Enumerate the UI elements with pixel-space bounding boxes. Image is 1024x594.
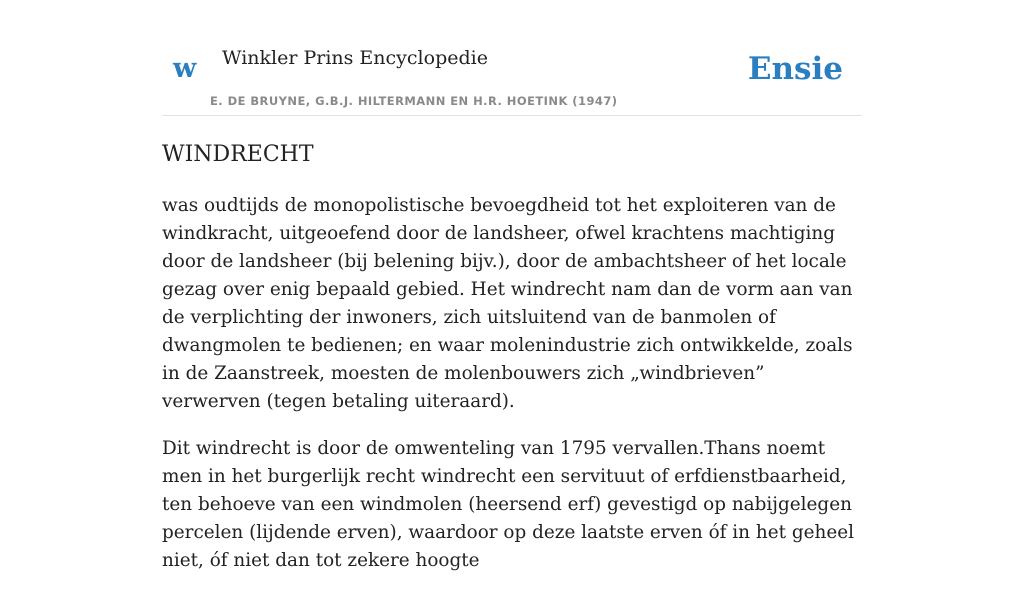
source-header [162,0,862,116]
ensie-logo[interactable]: Ensie [747,51,843,87]
source-logo-icon[interactable]: w [173,53,197,84]
encyclopedia-page [162,0,862,571]
article-body [162,192,862,594]
article-paragraph: was oudtijds de monopolistische bevoegdheid tot het exploiteren van de windkracht, uitgeoefend door de landsheer, ofwel krachtens machtiging door de landsheer (bij belening bijv.), door de ambachtsheer of het locale gezag over enig bepaald gebied. Het windrecht nam dan de vorm aan van de verplichting der inwoners, zich uitsluitend van de banmolen of dwangmolen te bedienen; en waar molenindustrie zich ontwikkelde, zoals in de Zaanstreek, moesten de molenbouwers zich „windbrieven” verwerven (tegen betaling uiteraard). [162,195,853,412]
source-title[interactable]: Winkler Prins Encyclopedie [222,47,488,69]
article-headword: WINDRECHT [162,142,314,167]
source-authors: E. DE BRUYNE, G.B.J. HILTERMANN EN H.R. HOETINK (1947) [210,94,618,108]
article-paragraph: Dit windrecht is door de omwenteling van 1795 vervallen.Thans noemt men in het burgerlijk recht windrecht een servituut of erfdienstbaarheid, ten behoeve van een windmolen (heersend erf) gevestigd op nabijgelegen percelen (lijdende erven), waardoor op deze laatste erven óf in het geheel niet, óf niet dan tot zekere hoogte [162,438,854,571]
